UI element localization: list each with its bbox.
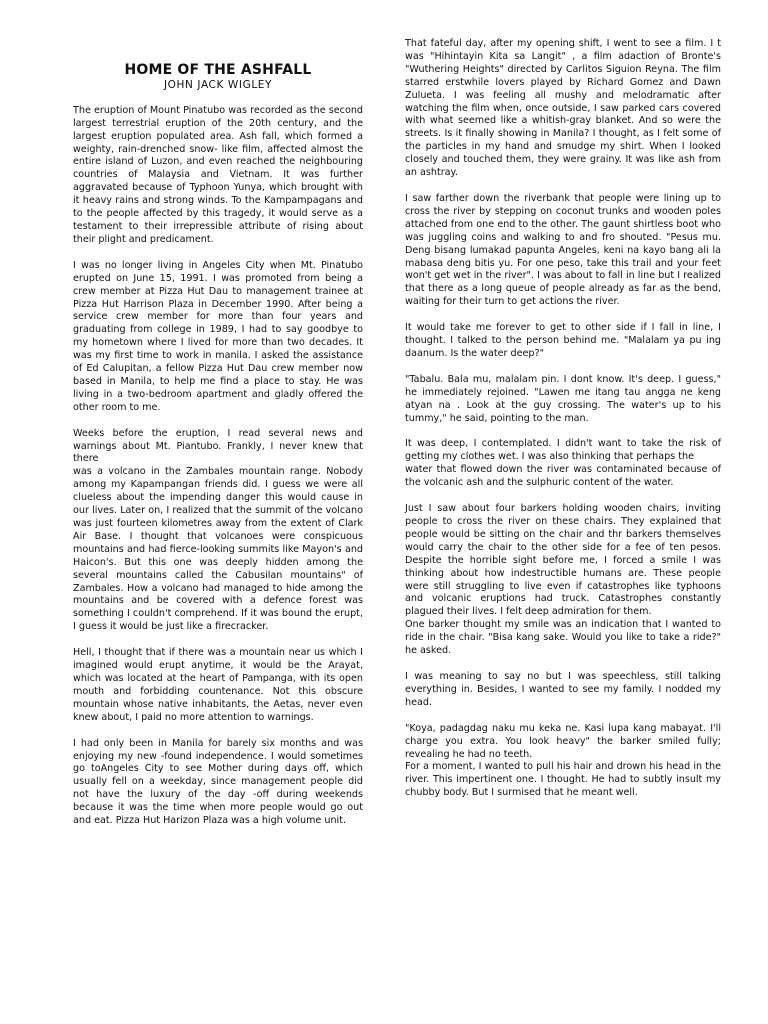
paragraph: That fateful day, after my opening shift, I went to see a film. I t was "Hihintayin Kita sa Langit" , a film adaction of Bronte's "Wuthering Heights" directed by Carlitos Siguion Reyna. The film starred erstwhile lovers played by Richard Gomez and Dawn Zulueta. I was feeling all mushy and melodramatic after watching the film when, once outside, I saw parked cars covered with what seemed like a whitish-gray blanket. And so were the streets. Is it finally showing in Manila? I thought, as I felt some of the particles in my hand and smudge my shirt. When I looked closely and touched them, they were grainy. It was like ash from an ashtray.	[405, 38, 721, 179]
right-column	[405, 38, 721, 813]
paragraph: It would take me forever to get to other side if I fall in line, I thought. I talked to the person behind me. "Malalam ya pu ing daanum. Is the water deep?"	[405, 322, 721, 359]
author-name: JOHN JACK WIGLEY	[163, 78, 273, 91]
paragraph: "Koya, padagdag naku mu keka ne. Kasi lupa kang mabayat. I'll charge you extra. You look heavy" the barker smiled fully; revealing he had no teeth. For a moment, I wanted to pull his hair and drown his head in the river. This impertinent one. I thought. He had to subtly insult my chubby body. But I surmised that he meant well.	[405, 722, 721, 799]
paragraph: "Tabalu. Bala mu, malalam pin. I dont know. It's deep. I guess," he immediately rejoined. "Lawen me itang tau angga ne keng atyan na . Look at the guy crossing. The water's up to his tummy," he said, pointing to the man.	[405, 373, 721, 424]
paragraph: Hell, I thought that if there was a mountain near us which I imagined would erupt anytime, it would be the Arayat, which was located at the heart of Pampanga, with its open mouth and forbidding countenance. Not this obscure mountain whose native inhabitants, the Aetas, never even knew about, I paid no more attention to warnings.	[73, 647, 363, 723]
paragraph: I was no longer living in Angeles City when Mt. Pinatubo erupted on June 15, 1991. I was promoted from being a crew member at Pizza Hut Dau to management trainee at Pizza Hut Harrison Plaza in December 1990. After being a service crew member for more than four years and graduating from college in 1989, I had to say goodbye to my hometown where I lived for more than two decades. It was my first time to work in manila. I asked the assistance of Ed Calupitan, a fellow Pizza Hut Dau crew member now based in Manila, to help me find a place to stay. He was living in a two-bedroom apartment and gladly offered the other room to me.	[73, 259, 363, 413]
paragraph: I was meaning to say no but I was speechless, still talking everything in. Besides, I wanted to see my family. I nodded my head.	[405, 670, 721, 708]
paragraph: Just I saw about four barkers holding wooden chairs, inviting people to cross the river on these chairs. They explained that people would be sitting on the chair and thr barkers themselves would carry the chair to the other side for a fee of ten pesos. Despite the horrible sight before me, I forced a smile I was thinking about how indestructible humans are. These people were still struggling to live even if catastrophes like typhoons and volcanic eruptions had truck. Catastrophes constantly plagued their lives. I felt deep admiration for them. One barker thought my smile was an indication that I wanted to ride in the chair. "Bisa kang sake. Would you like to take a ride?" he asked.	[405, 503, 721, 657]
paragraph: Weeks before the eruption, I read several news and warnings about Mt. Piantubo. Frankly, I never knew that there was a volcano in the Zambales mountain range. Nobody among my Kapampangan friends did. I guess we were all clueless about the impending danger this would cause in our lives. Later on, I realized that the summit of the volcano was just fourteen kilometres away from the extent of Clark Air Base. I thought that volcanoes were conspicuous mountains and had fierce-looking summits like Mayon's and Haicon's. But this one was deeply hidden among the several mountains called the Cabusilan mountains" of Zambales. How a volcano had managed to hide among the mountains and be covered with a defence forest was something I couldn't comprehend. If it was bound the erupt, I guess it would be just like a firecracker.	[73, 427, 363, 633]
left-column	[73, 64, 363, 841]
paragraph: The eruption of Mount Pinatubo was recorded as the second largest terrestrial eruption of the 20th century, and the largest eruption populated area. Ash fall, which formed a weighty, rain-drenched snow- like film, affected almost the entire island of Luzon, and even reached the neighbouring countries of Malaysia and Vietnam. It was further aggravated because of Typhoon Yunya, which brought with it heavy rains and strong winds. To the Kampampagans and to the people affected by this tragedy, it would serve as a testament to their irrepressible attribute of rising about their plight and predicament.	[73, 104, 363, 245]
paragraph: It was deep, I contemplated. I didn't want to take the risk of getting my clothes wet. I was also thinking that perhaps the water that flowed down the river was contaminated because of the volcanic ash and the sulphuric content of the water.	[405, 438, 721, 489]
paragraph: I had only been in Manila for barely six months and was enjoying my new -found independence. I would sometimes go toAngeles City to see Mother during days off, which usually fell on a weekday, since management people did not have the luxury of the day -off during weekends because it was the time when more people would go out and eat. Pizza Hut Harizon Plaza was a high volume unit.	[73, 737, 363, 827]
paragraph: I saw farther down the riverbank that people were lining up to cross the river by stepping on coconut trunks and wooden poles attached from one end to the other. The gaunt shirtless boot who was juggling coins and walking to and fro shouted. "Pesus mu. Deng bisang lumakad papunta Angeles, keni na kayo bang ali la mabasa deng bitis yu. For one peso, take this trail and your feet won't get wet in the river". I was about to fall in line but I realized that there as a long queue of people already as far as the bend, waiting for their turn to get actions the river.	[405, 192, 721, 308]
page-title: HOME OF THE ASHFALL	[124, 62, 312, 78]
